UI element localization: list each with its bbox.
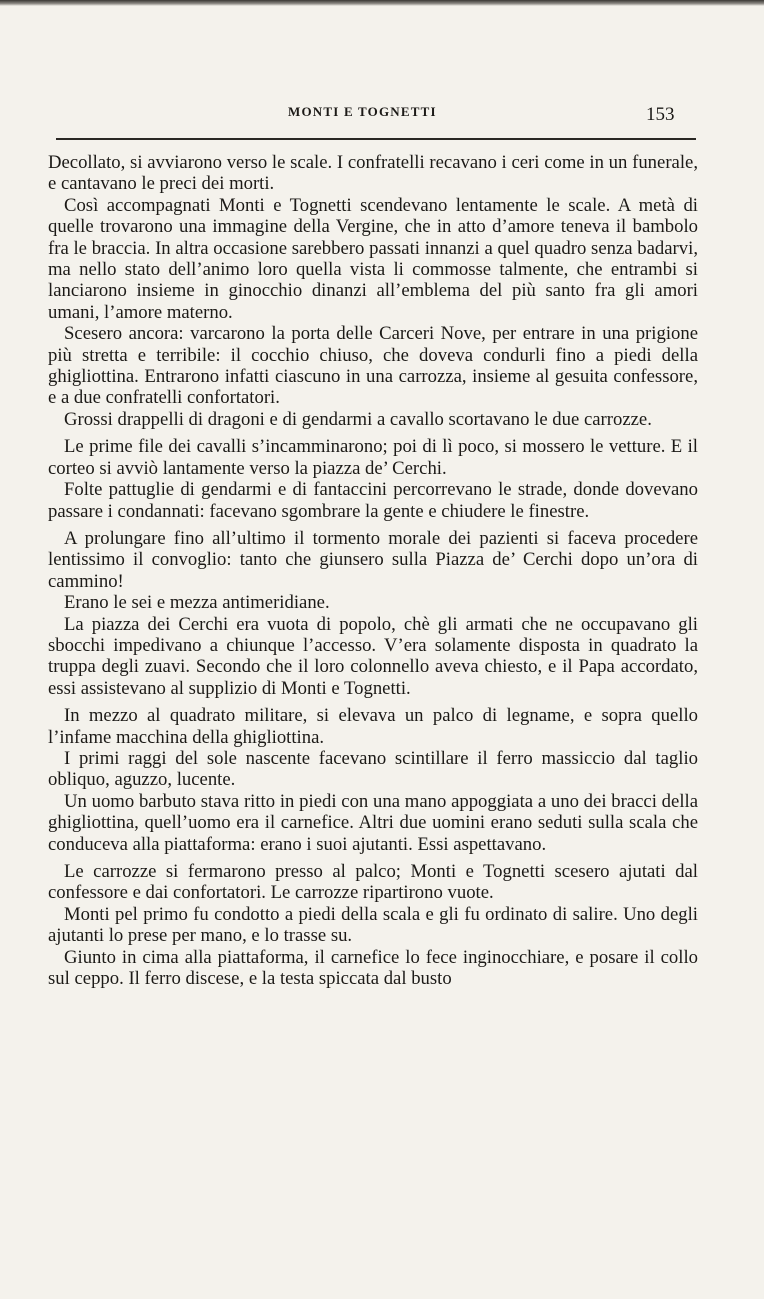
paragraph: I primi raggi del sole nascente facevano scintillare il ferro massiccio dal taglio obliquo, aguzzo, lucente. [48,747,698,791]
paragraph: Le carrozze si fermarono presso al palco; Monti e Tognetti scesero ajutati dal confessore e dai confortatori. Le carrozze ripartirono vuote. [48,861,698,904]
paragraph: Folte pattuglie di gendarmi e di fantaccini percorrevano le strade, donde dovevano passare i condannati: facevano sgombrare la gente e chiudere le finestre. [48,479,698,522]
page-header [0,96,764,126]
paragraph: A prolungare fino all’ultimo il tormento morale dei pazienti si faceva procedere lentissimo il convoglio: tanto che giunsero sulla Piazza de’ Cerchi dopo un’ora di cammino! [48,527,698,592]
paragraph: Erano le sei e mezza antimeridiane. [64,592,330,614]
paragraph: Monti pel primo fu condotto a piedi della scala e gli fu ordinato di salire. Uno degli ajutanti lo prese per mano, e lo trasse su. [48,903,698,947]
paragraph: La piazza dei Cerchi era vuota di popolo, chè gli armati che ne occupavano gli sbocchi impedivano a chiunque l’accesso. V’era solamente disposta in quadrato la truppa degli zuavi. Secondo che il loro colonnello aveva chiesto, e il Papa accordato, essi assistevano al supplizio di Monti e Tognetti. [48,613,698,699]
paragraph: Giunto in cima alla piattaforma, il carnefice lo fece inginocchiare, e posare il collo sul ceppo. Il ferro discese, e la testa spiccata dal busto [48,946,698,990]
page-number: 153 [646,104,675,125]
paragraph: In mezzo al quadrato militare, si elevava un palco di legname, e sopra quello l’infame macchina della ghigliottina. [48,705,698,748]
paragraph: Grossi drappelli di dragoni e di gendarmi a cavallo scortavano le due carrozze. [64,408,652,430]
paragraph: Scesero ancora: varcarono la porta delle Carceri Nove, per entrare in una prigione più stretta e terribile: il cocchio chiuso, che doveva condurli fino a piedi della ghigliottina. Entrarono infatti ciascuno in una carrozza, insieme al gesuita confessore, e a due confratelli confortatori. [48,323,698,409]
body-text [48,152,698,989]
paragraph: Un uomo barbuto stava ritto in piedi con una mano appoggiata a uno dei bracci della ghigliottina, quell’uomo era il carnefice. Altri due uomini erano seduti sulla scala che conduceva alla piattaforma: erano i suoi ajutanti. Essi aspettavano. [48,790,698,855]
paragraph: Così accompagnati Monti e Tognetti scendevano lentamente le scale. A metà di quelle trovarono una immagine della Vergine, che in atto d’amore teneva il bambolo fra le braccia. In altra occasione sarebbero passati innanzi a quel quadro senza badarvi, ma nello stato dell’animo loro quella vista li commosse talmente, che entrambi si lanciarono insieme in ginocchio dinanzi all’emblema del più santo fra gli amori umani, l’amore materno. [48,194,698,323]
paragraph: Le prime file dei cavalli s’incamminarono; poi di lì poco, si mossero le vetture. E il corteo si avviò lantamente verso la piazza de’ Cerchi. [48,436,698,479]
page-top-edge [0,0,764,6]
paragraph: Decollato, si avviarono verso le scale. I confratelli recavano i ceri come in un funerale, e cantavano le preci dei morti. [48,152,698,195]
header-rule [56,138,696,140]
running-title: MONTI E TOGNETTI [288,104,437,119]
